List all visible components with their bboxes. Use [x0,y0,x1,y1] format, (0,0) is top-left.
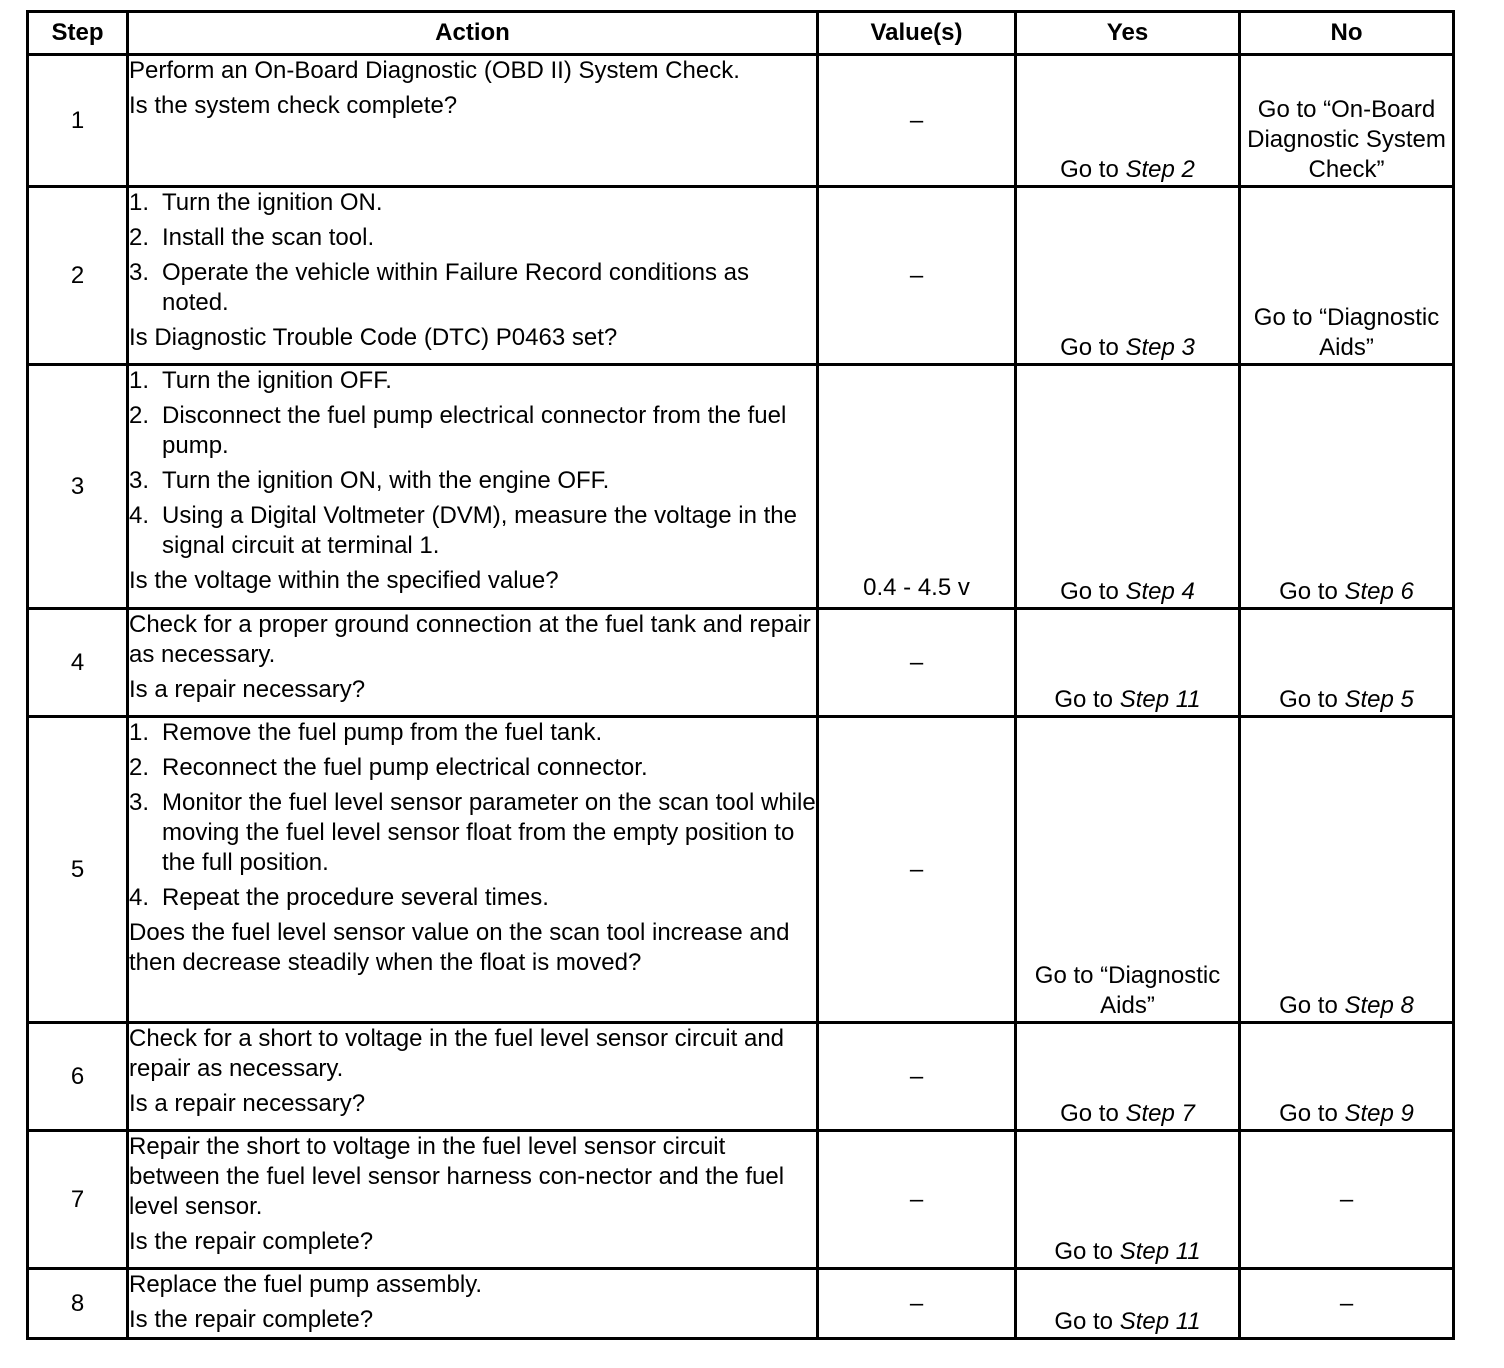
action-cell [128,1269,818,1339]
no-prefix: Go to [1279,686,1338,713]
table-row [28,717,1454,1023]
step-number: 8 [28,1269,128,1339]
table-row [28,609,1454,717]
yes-prefix: Go to [1060,156,1119,183]
item-number: 4. [129,502,150,529]
action-list-item [129,258,816,318]
item-number: 1. [129,367,150,394]
value-cell: – [818,1131,1016,1269]
action-cell [128,609,818,717]
action-list-item [129,188,816,218]
yes-cell [1016,365,1240,609]
step-number: 1 [28,55,128,187]
action-text: Replace the fuel pump assembly. [129,1271,483,1298]
item-text: Install the scan tool. [162,224,375,251]
action-cell [128,365,818,609]
item-text: Remove the fuel pump from the fuel tank. [162,719,603,746]
no-cell [1240,187,1454,365]
no-prefix: Go to [1279,578,1338,605]
yes-goto [1017,1307,1238,1337]
no-cell [1240,1023,1454,1131]
yes-step-ref: Step 4 [1125,578,1195,605]
header-action: Action [128,12,818,55]
item-number: 1. [129,189,150,216]
table-row [28,1023,1454,1131]
value-cell: – [818,55,1016,187]
item-text: Monitor the fuel level sensor parameter on the scan tool while moving the fuel level sensor float from the empty position to the full position. [162,789,816,876]
no-cell [1240,55,1454,187]
table-body [28,55,1454,1339]
item-text: Repeat the procedure several times. [162,884,549,911]
no-cell [1240,1269,1454,1339]
yes-goto [1017,577,1238,607]
no-step-ref: Step 9 [1344,1100,1414,1127]
no-text: Go to “Diagnostic Aids” [1253,304,1440,361]
diagnostic-table [26,10,1455,1340]
table-row [28,187,1454,365]
value-cell: – [818,1023,1016,1131]
item-text: Disconnect the fuel pump electrical connector from the fuel pump. [162,402,787,459]
action-list-item [129,788,816,878]
yes-text: Go to “Diagnostic Aids” [1034,962,1221,1019]
table-row [28,365,1454,609]
header-no: No [1240,12,1454,55]
no-goto [1241,991,1452,1021]
action-text: Check for a proper ground connection at the fuel tank and repair as necessary. [129,611,811,668]
no-goto [1241,685,1452,715]
yes-cell [1016,717,1240,1023]
yes-prefix: Go to [1060,334,1119,361]
action-text: Is the repair complete? [129,1228,374,1255]
action-text: Is the system check complete? [129,92,458,119]
action-cell [128,55,818,187]
yes-step-ref: Step 3 [1125,334,1195,361]
yes-goto [1017,1099,1238,1129]
no-goto [1241,1099,1452,1129]
header-yes: Yes [1016,12,1240,55]
yes-cell [1016,1269,1240,1339]
item-text: Using a Digital Voltmeter (DVM), measure the voltage in the signal circuit at terminal 1. [162,502,797,559]
action-text: Does the fuel level sensor value on the scan tool increase and then decrease steadily when the float is moved? [129,919,790,976]
action-text: Is a repair necessary? [129,1090,366,1117]
step-number: 5 [28,717,128,1023]
action-text: Is a repair necessary? [129,676,366,703]
item-number: 3. [129,259,150,286]
no-cell [1240,717,1454,1023]
yes-step-ref: Step 11 [1119,1238,1201,1265]
no-text: – [1339,1185,1354,1213]
item-number: 2. [129,224,150,251]
yes-prefix: Go to [1060,578,1119,605]
no-step-ref: Step 5 [1344,686,1414,713]
action-text: Repair the short to voltage in the fuel level sensor circuit between the fuel level sensor harness con-nector and the fuel level sensor. [129,1133,785,1220]
action-list-item [129,883,816,913]
yes-cell [1016,55,1240,187]
yes-goto [1017,685,1238,715]
item-text: Turn the ignition ON. [162,189,383,216]
no-step-ref: Step 6 [1344,578,1414,605]
item-text: Reconnect the fuel pump electrical connector. [162,754,648,781]
item-text: Turn the ignition ON, with the engine OFF. [162,467,610,494]
action-list-item [129,466,816,496]
yes-step-ref: Step 2 [1125,156,1195,183]
action-list-item [129,366,816,396]
yes-cell [1016,1023,1240,1131]
no-prefix: Go to [1279,992,1338,1019]
item-number: 1. [129,719,150,746]
action-list-item [129,753,816,783]
no-goto [1241,577,1452,607]
action-text: Is the voltage within the specified value? [129,567,559,594]
action-list-item [129,223,816,253]
action-text: Perform an On-Board Diagnostic (OBD II) System Check. [129,57,740,84]
action-list-item [129,401,816,461]
yes-step-ref: Step 7 [1125,1100,1195,1127]
no-cell [1240,365,1454,609]
step-number: 7 [28,1131,128,1269]
no-prefix: Go to [1279,1100,1338,1127]
step-number: 3 [28,365,128,609]
item-number: 4. [129,884,150,911]
item-number: 2. [129,402,150,429]
table-row [28,55,1454,187]
step-number: 4 [28,609,128,717]
no-cell [1240,609,1454,717]
no-cell [1240,1131,1454,1269]
yes-prefix: Go to [1054,1308,1114,1335]
item-text: Operate the vehicle within Failure Record conditions as noted. [162,259,749,316]
action-cell [128,1131,818,1269]
yes-cell [1016,609,1240,717]
header-values: Value(s) [818,12,1016,55]
no-step-ref: Step 8 [1344,992,1414,1019]
action-text: Is Diagnostic Trouble Code (DTC) P0463 set? [129,324,618,351]
item-number: 3. [129,789,150,816]
yes-step-ref: Step 11 [1119,1308,1201,1335]
action-cell [128,1023,818,1131]
action-cell [128,717,818,1023]
yes-step-ref: Step 11 [1119,686,1201,713]
value-cell: – [818,1269,1016,1339]
value-cell: – [818,609,1016,717]
value-cell: – [818,717,1016,1023]
yes-prefix: Go to [1054,686,1114,713]
yes-prefix: Go to [1060,1100,1119,1127]
action-text: Is the repair complete? [129,1306,374,1333]
action-text: Check for a short to voltage in the fuel level sensor circuit and repair as necessary. [129,1025,785,1082]
table-row [28,1269,1454,1339]
table-row [28,1131,1454,1269]
yes-cell [1016,1131,1240,1269]
step-number: 6 [28,1023,128,1131]
step-number: 2 [28,187,128,365]
header-row [28,12,1454,55]
action-list-item [129,718,816,748]
value-cell: – [818,187,1016,365]
action-list-item [129,501,816,561]
item-number: 2. [129,754,150,781]
yes-goto [1017,155,1238,185]
yes-cell [1016,187,1240,365]
no-text: Go to “On-Board Diagnostic System Check” [1247,96,1446,183]
value-cell: 0.4 - 4.5 v [818,365,1016,609]
action-cell [128,187,818,365]
item-number: 3. [129,467,150,494]
yes-goto [1017,333,1238,363]
yes-prefix: Go to [1054,1238,1114,1265]
item-text: Turn the ignition OFF. [162,367,392,394]
header-step: Step [28,12,128,55]
yes-goto [1017,1237,1238,1267]
no-text: – [1339,1289,1354,1317]
